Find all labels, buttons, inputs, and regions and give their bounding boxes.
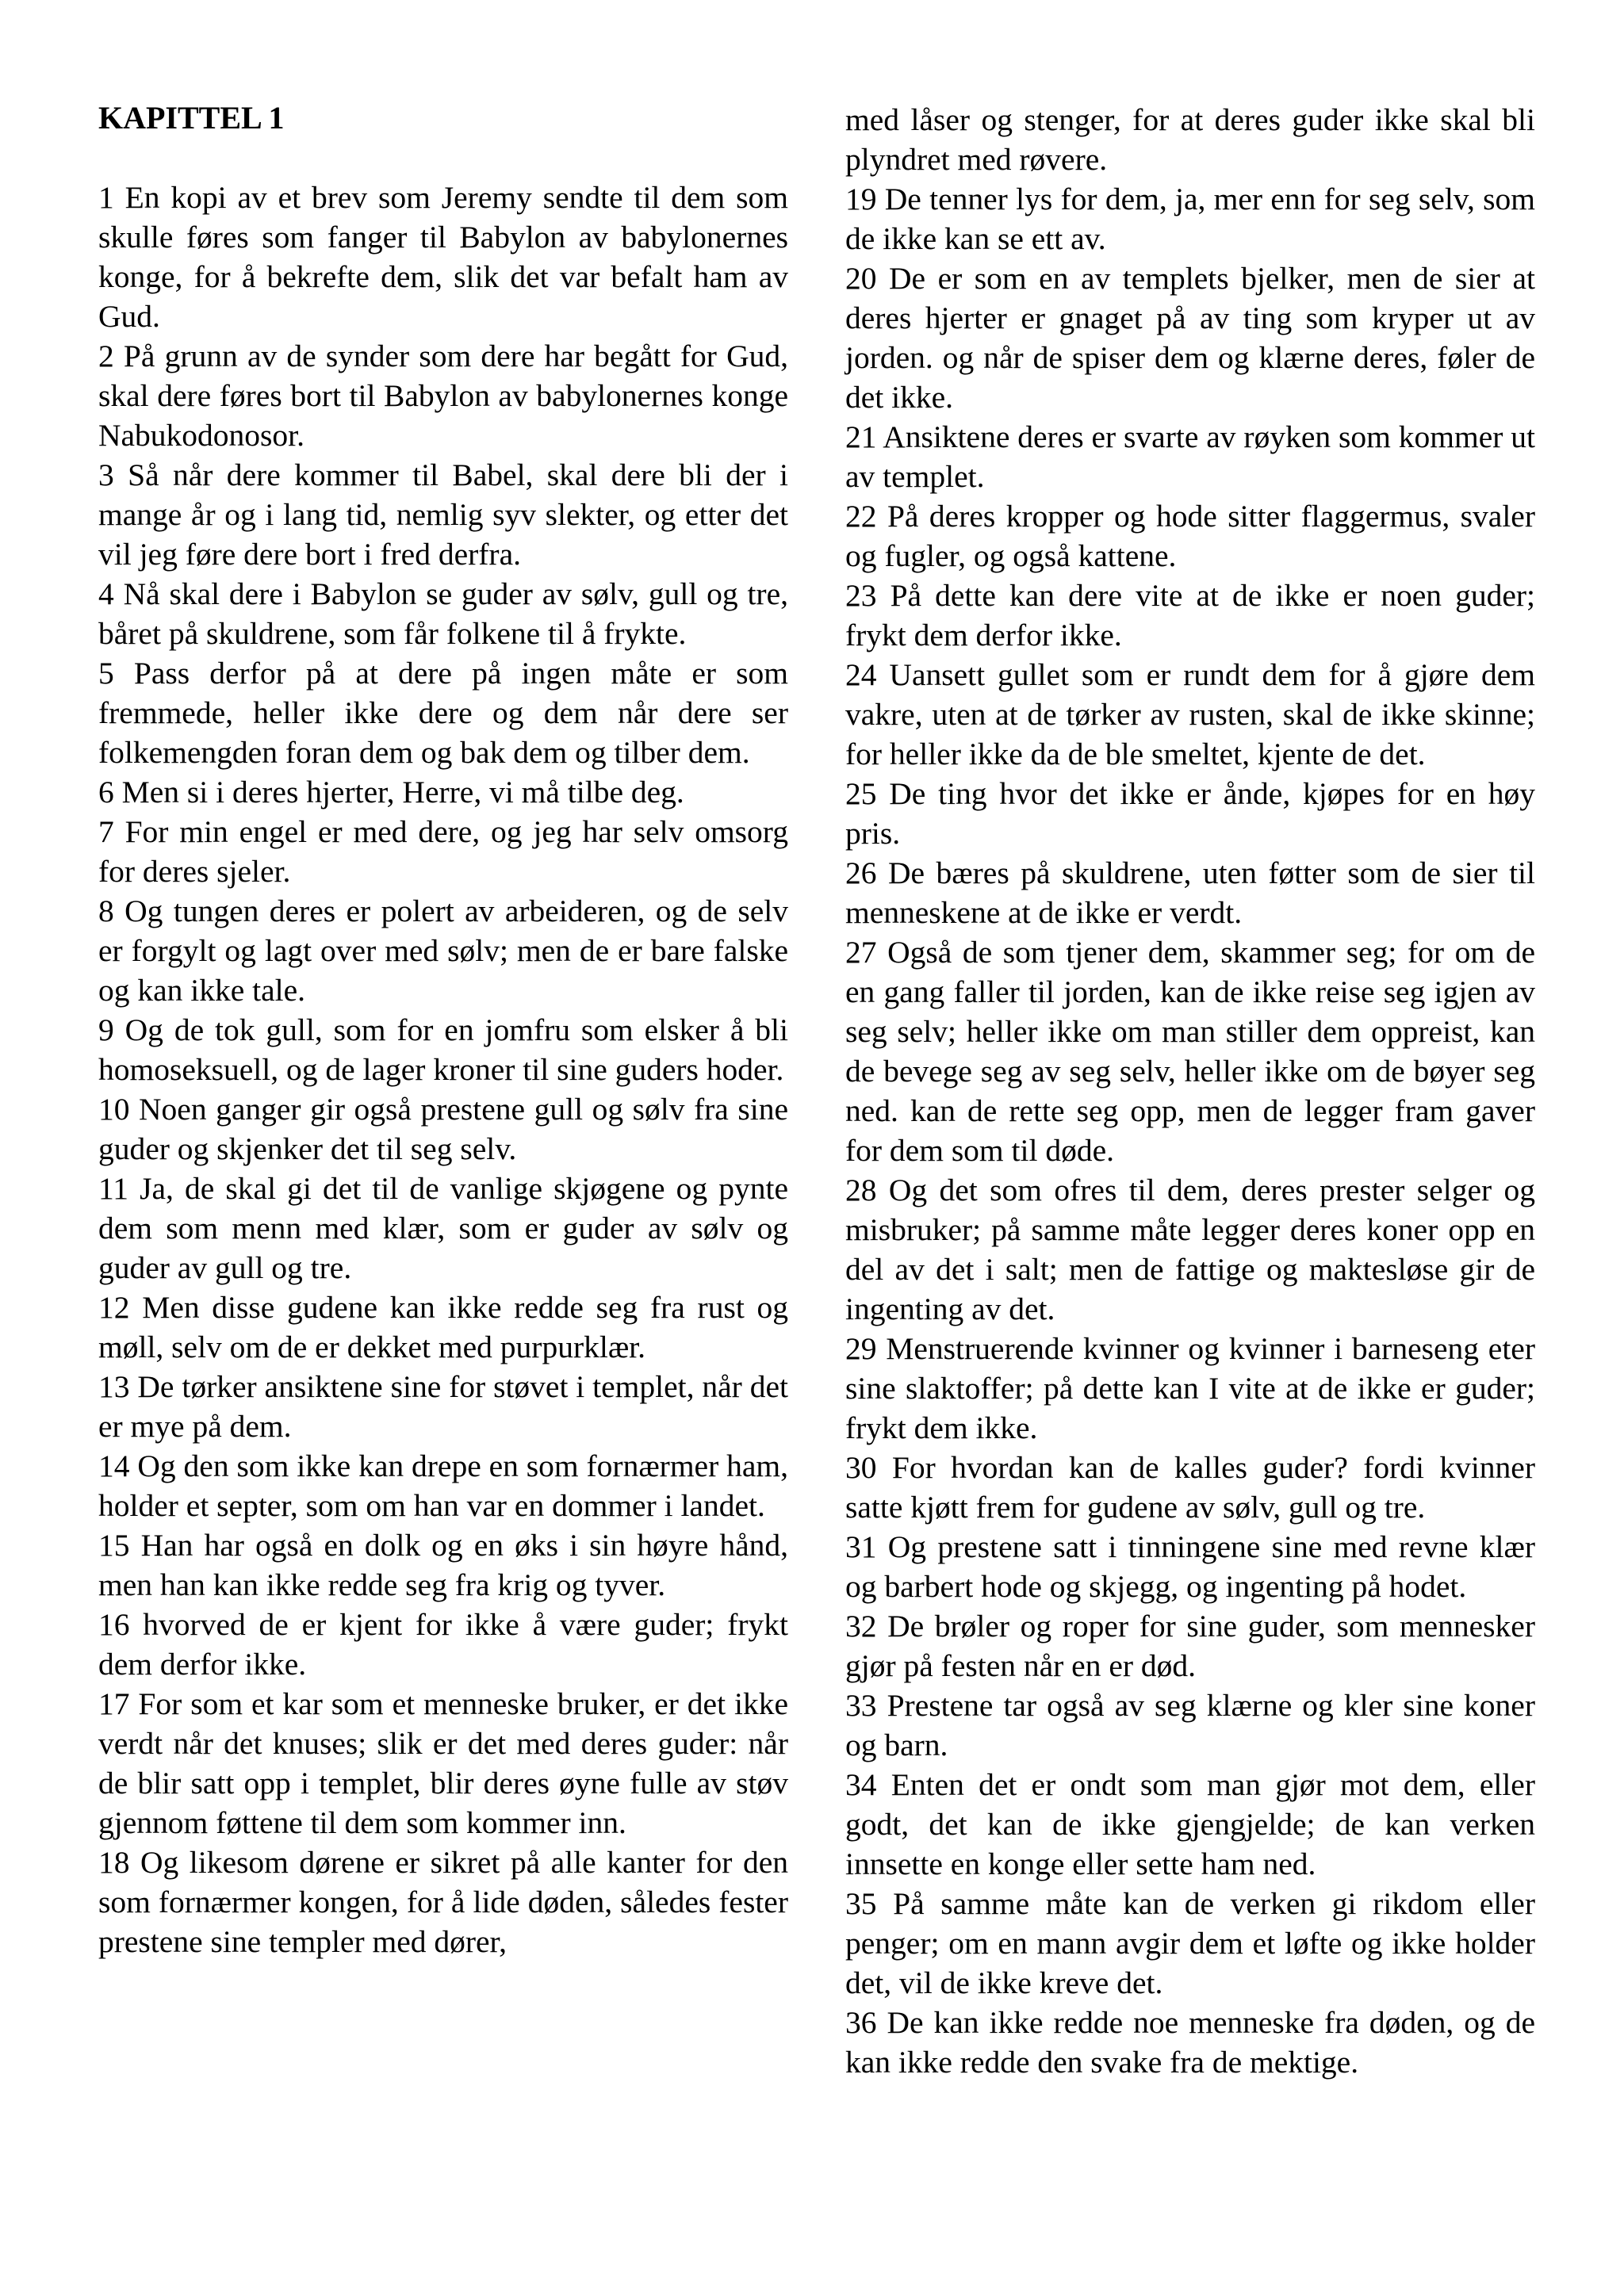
- verse: 13 De tørker ansiktene sine for støvet i templet, når det er mye på dem.: [98, 1369, 788, 1444]
- verse: 14 Og den som ikke kan drepe en som fornærmer ham, holder et septer, som om han var en dommer i landet.: [98, 1448, 788, 1523]
- verse: 22 På deres kropper og hode sitter flaggermus, svaler og fugler, og også kattene.: [845, 499, 1535, 573]
- verse: 3 Så når dere kommer til Babel, skal dere bli der i mange år og i lang tid, nemlig syv slekter, og etter det vil jeg føre dere bort i fred derfra.: [98, 457, 788, 572]
- verse: 28 Og det som ofres til dem, deres prester selger og misbruker; på samme måte legger deres koner opp en del av det i salt; men de fattige og maktesløse gir de ingenting av det.: [845, 1173, 1535, 1326]
- verse-continuation: med låser og stenger, for at deres guder ikke skal bli plyndret med røvere.: [845, 102, 1535, 177]
- verse: 1 En kopi av et brev som Jeremy sendte til dem som skulle føres som fanger til Babylon av babylonernes konge, for å bekrefte dem, slik det var befalt ham av Gud.: [98, 180, 788, 334]
- verse: 11 Ja, de skal gi det til de vanlige skjøgene og pynte dem som menn med klær, som er guder av sølv og guder av gull og tre.: [98, 1171, 788, 1285]
- verse: 32 De brøler og roper for sine guder, som mennesker gjør på festen når en er død.: [845, 1609, 1535, 1683]
- verse: 15 Han har også en dolk og en øks i sin høyre hånd, men han kan ikke redde seg fra krig og tyver.: [98, 1528, 788, 1602]
- verse: 8 Og tungen deres er polert av arbeideren, og de selv er forgylt og lagt over med sølv; men de er bare falske og kan ikke tale.: [98, 894, 788, 1008]
- verse: 20 De er som en av templets bjelker, men de sier at deres hjerter er gnaget på av ting som kryper ut av jorden. og når de spiser dem og klærne deres, føler de det ikke.: [845, 261, 1535, 415]
- verse: 27 Også de som tjener dem, skammer seg; for om de en gang faller til jorden, kan de ikke reise seg igjen av seg selv; heller ikke om man stiller dem oppreist, kan de bevege seg av seg selv, heller ikke om de bøyer seg ned. kan de rette seg opp, men de legger fram gaver for dem som til døde.: [845, 935, 1535, 1168]
- verse: 24 Uansett gullet som er rundt dem for å gjøre dem vakre, uten at de tørker av rusten, skal de ikke skinne; for heller ikke da de ble smeltet, kjente de det.: [845, 657, 1535, 771]
- verse: 21 Ansiktene deres er svarte av røyken som kommer ut av templet.: [845, 419, 1535, 494]
- verse: 33 Prestene tar også av seg klærne og kler sine koner og barn.: [845, 1688, 1535, 1762]
- verse: 34 Enten det er ondt som man gjør mot dem, eller godt, det kan de ikke gjengjelde; de kan verken innsette en konge eller sette ham ned.: [845, 1767, 1535, 1881]
- verse: 6 Men si i deres hjerter, Herre, vi må tilbe deg.: [98, 775, 684, 809]
- verse: 12 Men disse gudene kan ikke redde seg fra rust og møll, selv om de er dekket med purpurklær.: [98, 1290, 788, 1364]
- verse: 26 De bæres på skuldrene, uten føtter som de sier til menneskene at de ikke er verdt.: [845, 855, 1535, 930]
- verse: 29 Menstruerende kvinner og kvinner i barneseng eter sine slaktoffer; på dette kan I vite at de ikke er guder; frykt dem ikke.: [845, 1331, 1535, 1445]
- verse: 25 De ting hvor det ikke er ånde, kjøpes for en høy pris.: [845, 776, 1535, 851]
- verse: 23 På dette kan dere vite at de ikke er noen guder; frykt dem derfor ikke.: [845, 578, 1535, 652]
- verse: 5 Pass derfor på at dere på ingen måte er som fremmede, heller ikke dere og dem når dere ser folkemengden foran dem og bak dem og tilber dem.: [98, 656, 788, 770]
- verse: 9 Og de tok gull, som for en jomfru som elsker å bli homoseksuell, og de lager kroner til sine guders hoder.: [98, 1012, 788, 1087]
- verse: 31 Og prestene satt i tinningene sine med revne klær og barbert hode og skjegg, og ingenting på hodet.: [845, 1529, 1535, 1604]
- verse: 4 Nå skal dere i Babylon se guder av sølv, gull og tre, båret på skuldrene, som får folkene til å frykte.: [98, 576, 788, 651]
- verse: 10 Noen ganger gir også prestene gull og sølv fra sine guder og skjenker det til seg selv.: [98, 1092, 788, 1166]
- verse: 19 De tenner lys for dem, ja, mer enn for seg selv, som de ikke kan se ett av.: [845, 182, 1535, 256]
- verse: 30 For hvordan kan de kalles guder? fordi kvinner satte kjøtt frem for gudene av sølv, gull og tre.: [845, 1450, 1535, 1525]
- verse: 2 På grunn av de synder som dere har begått for Gud, skal dere føres bort til Babylon av babylonernes konge Nabukodonosor.: [98, 339, 788, 453]
- verse: 16 hvorved de er kjent for ikke å være guder; frykt dem derfor ikke.: [98, 1607, 788, 1682]
- verse: 36 De kan ikke redde noe menneske fra døden, og de kan ikke redde den svake fra de mektige.: [845, 2005, 1535, 2080]
- chapter-title: KAPITTEL 1: [98, 100, 285, 136]
- verse: 7 For min engel er med dere, og jeg har selv omsorg for deres sjeler.: [98, 814, 788, 889]
- verse: 35 På samme måte kan de verken gi rikdom eller penger; om en mann avgir dem et løfte og ikke holder det, vil de ikke kreve det.: [845, 1886, 1535, 2000]
- verse: 17 For som et kar som et menneske bruker, er det ikke verdt når det knuses; slik er det med deres guder: når de blir satt opp i templet, blir deres øyne fulle av støv gjennom føttene til dem som kommer inn.: [98, 1686, 788, 1840]
- right-column: [845, 100, 1535, 2082]
- verse: 18 Og likesom dørene er sikret på alle kanter for den som fornærmer kongen, for å lide døden, således fester prestene sine templer med dører,: [98, 1845, 788, 1959]
- left-column: [98, 98, 788, 1961]
